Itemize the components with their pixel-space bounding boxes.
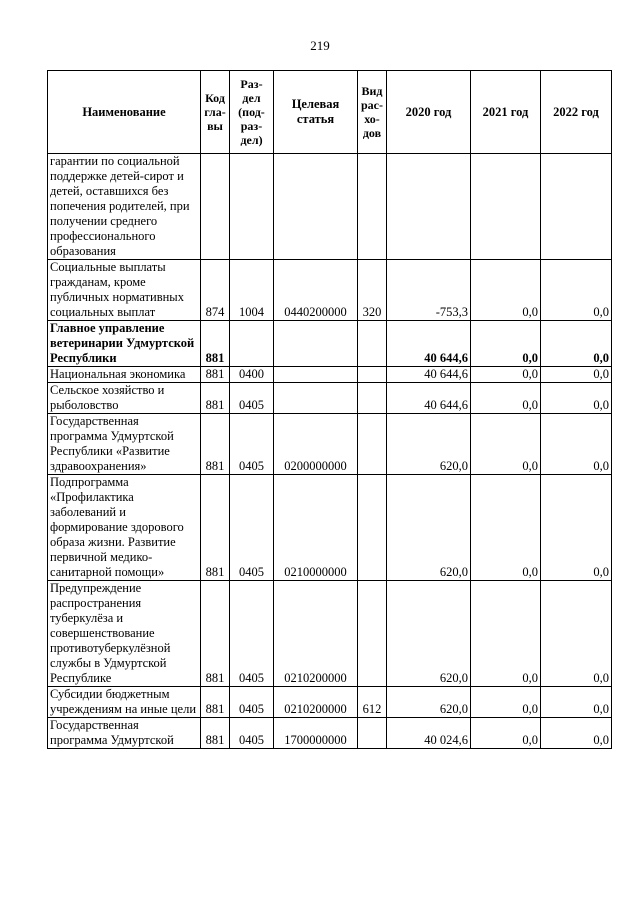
cell-2021: 0,0 bbox=[471, 687, 541, 718]
cell-name: Сельское хозяйство и рыболовство bbox=[48, 383, 201, 414]
table-row bbox=[48, 581, 612, 687]
cell-2020: 620,0 bbox=[387, 414, 471, 475]
cell-exp-type: 320 bbox=[358, 260, 387, 321]
header-2022: 2022 год bbox=[541, 71, 612, 154]
cell-section bbox=[230, 321, 274, 367]
header-section: Раз- дел (под- раз- дел) bbox=[230, 71, 274, 154]
cell-target bbox=[274, 321, 358, 367]
cell-target bbox=[274, 154, 358, 260]
cell-code: 881 bbox=[201, 321, 230, 367]
cell-code: 881 bbox=[201, 414, 230, 475]
cell-2020: 620,0 bbox=[387, 475, 471, 581]
cell-2021: 0,0 bbox=[471, 367, 541, 383]
cell-2020 bbox=[387, 154, 471, 260]
cell-code bbox=[201, 154, 230, 260]
header-target: Целевая статья bbox=[274, 71, 358, 154]
cell-target: 0210200000 bbox=[274, 581, 358, 687]
header-2020: 2020 год bbox=[387, 71, 471, 154]
cell-target: 0210200000 bbox=[274, 687, 358, 718]
cell-code: 881 bbox=[201, 383, 230, 414]
cell-2022: 0,0 bbox=[541, 414, 612, 475]
table-row bbox=[48, 260, 612, 321]
table-header-row bbox=[48, 71, 612, 154]
cell-section: 1004 bbox=[230, 260, 274, 321]
cell-2022: 0,0 bbox=[541, 321, 612, 367]
cell-code: 881 bbox=[201, 718, 230, 749]
cell-section: 0405 bbox=[230, 383, 274, 414]
cell-2020: 40 644,6 bbox=[387, 383, 471, 414]
cell-section: 0400 bbox=[230, 367, 274, 383]
cell-exp-type bbox=[358, 154, 387, 260]
cell-target: 0200000000 bbox=[274, 414, 358, 475]
cell-code: 881 bbox=[201, 367, 230, 383]
cell-target: 0210000000 bbox=[274, 475, 358, 581]
header-name: Наименование bbox=[48, 71, 201, 154]
cell-2022: 0,0 bbox=[541, 718, 612, 749]
cell-2020: 40 024,6 bbox=[387, 718, 471, 749]
cell-code: 874 bbox=[201, 260, 230, 321]
cell-2021: 0,0 bbox=[471, 260, 541, 321]
cell-name: Подпрограмма «Профилактика заболеваний и формирование здорового образа жизни. Развитие первичной медико-санитарной помощи» bbox=[48, 475, 201, 581]
cell-name: Государственная программа Удмуртской bbox=[48, 718, 201, 749]
cell-code: 881 bbox=[201, 581, 230, 687]
cell-section bbox=[230, 154, 274, 260]
cell-2022: 0,0 bbox=[541, 581, 612, 687]
cell-2020: 620,0 bbox=[387, 581, 471, 687]
table-row bbox=[48, 414, 612, 475]
cell-2020: 40 644,6 bbox=[387, 367, 471, 383]
cell-section: 0405 bbox=[230, 475, 274, 581]
cell-section: 0405 bbox=[230, 581, 274, 687]
cell-exp-type: 612 bbox=[358, 687, 387, 718]
cell-target: 0440200000 bbox=[274, 260, 358, 321]
cell-name: Субсидии бюджетным учреждениям на иные цели bbox=[48, 687, 201, 718]
cell-2022: 0,0 bbox=[541, 383, 612, 414]
cell-name: гарантии по социальной поддержке детей-сирот и детей, оставшихся без попечения родителей, при получении среднего профессионального образования bbox=[48, 154, 201, 260]
cell-2022: 0,0 bbox=[541, 475, 612, 581]
cell-code: 881 bbox=[201, 687, 230, 718]
cell-exp-type bbox=[358, 475, 387, 581]
cell-name: Национальная экономика bbox=[48, 367, 201, 383]
cell-name: Государственная программа Удмуртской Республики «Развитие здравоохранения» bbox=[48, 414, 201, 475]
cell-2021: 0,0 bbox=[471, 414, 541, 475]
cell-name: Социальные выплаты гражданам, кроме публичных нормативных социальных выплат bbox=[48, 260, 201, 321]
cell-2021: 0,0 bbox=[471, 321, 541, 367]
table-row bbox=[48, 321, 612, 367]
header-code: Код гла- вы bbox=[201, 71, 230, 154]
cell-section: 0405 bbox=[230, 718, 274, 749]
cell-2021: 0,0 bbox=[471, 475, 541, 581]
cell-exp-type bbox=[358, 581, 387, 687]
header-2021: 2021 год bbox=[471, 71, 541, 154]
header-exp-type: Вид рас- хо- дов bbox=[358, 71, 387, 154]
cell-exp-type bbox=[358, 718, 387, 749]
table-row bbox=[48, 367, 612, 383]
cell-2021 bbox=[471, 154, 541, 260]
cell-section: 0405 bbox=[230, 687, 274, 718]
table-row bbox=[48, 154, 612, 260]
cell-code: 881 bbox=[201, 475, 230, 581]
cell-2021: 0,0 bbox=[471, 383, 541, 414]
cell-2021: 0,0 bbox=[471, 718, 541, 749]
cell-2022: 0,0 bbox=[541, 260, 612, 321]
cell-target: 1700000000 bbox=[274, 718, 358, 749]
cell-target bbox=[274, 367, 358, 383]
table-row bbox=[48, 718, 612, 749]
cell-exp-type bbox=[358, 321, 387, 367]
cell-exp-type bbox=[358, 414, 387, 475]
table-row bbox=[48, 475, 612, 581]
cell-2020: 620,0 bbox=[387, 687, 471, 718]
cell-exp-type bbox=[358, 367, 387, 383]
cell-section: 0405 bbox=[230, 414, 274, 475]
budget-table bbox=[47, 70, 612, 749]
table-row bbox=[48, 687, 612, 718]
page-number: 219 bbox=[310, 38, 330, 53]
table-row bbox=[48, 383, 612, 414]
cell-name: Главное управление ветеринарии Удмуртской Республики bbox=[48, 321, 201, 367]
cell-name: Предупреждение распространения туберкулёза и совершенствование противотуберкулёзной службы в Удмуртской Республике bbox=[48, 581, 201, 687]
cell-exp-type bbox=[358, 383, 387, 414]
cell-target bbox=[274, 383, 358, 414]
cell-2022: 0,0 bbox=[541, 367, 612, 383]
cell-2020: -753,3 bbox=[387, 260, 471, 321]
cell-2022 bbox=[541, 154, 612, 260]
cell-2022: 0,0 bbox=[541, 687, 612, 718]
cell-2021: 0,0 bbox=[471, 581, 541, 687]
cell-2020: 40 644,6 bbox=[387, 321, 471, 367]
